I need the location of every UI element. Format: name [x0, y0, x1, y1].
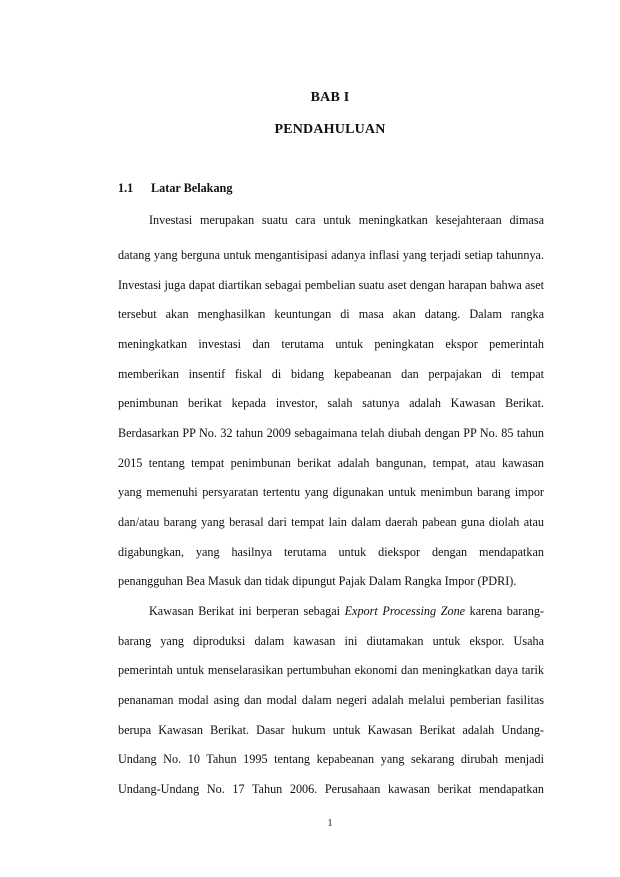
section-number: 1.1 [118, 181, 134, 195]
text-run: Kawasan Berikat ini berperan sebagai [149, 604, 345, 618]
paragraph-line: berupa Kawasan Berikat. Dasar hukum untuk Kawasan Berikat adalah Undang- [118, 723, 544, 737]
chapter-number: BAB I [310, 90, 350, 105]
paragraph-line: pemerintah untuk menselarasikan pertumbuhan ekonomi dan meningkatkan daya tarik [118, 663, 544, 677]
paragraph-line: datang yang berguna untuk mengantisipasi adanya inflasi yang terjadi setiap tahunnya. [118, 248, 544, 262]
text-run: karena barang- [465, 604, 544, 618]
section-title: Latar Belakang [151, 181, 233, 195]
paragraph-line: 2015 tentang tempat penimbunan berikat adalah bangunan, tempat, atau kawasan [118, 456, 544, 470]
paragraph-line: digabungkan, yang hasilnya terutama untuk diekspor dengan mendapatkan [118, 545, 544, 559]
paragraph-line: yang memenuhi persyaratan tertentu yang digunakan untuk menimbun barang impor [118, 485, 544, 499]
paragraph-line [149, 603, 544, 619]
paragraph-line: tersebut akan menghasilkan keuntungan di masa akan datang. Dalam rangka [118, 307, 544, 321]
paragraph-line: memberikan insentif fiskal di bidang kepabeanan dan perpajakan di tempat [118, 367, 544, 381]
chapter-title: PENDAHULUAN [274, 122, 386, 137]
paragraph-line: dan/atau barang yang berasal dari tempat lain dalam daerah pabean guna diolah atau [118, 515, 544, 529]
paragraph-line: penanaman modal asing dan modal dalam negeri adalah melalui pemberian fasilitas [118, 693, 544, 707]
section-heading [118, 181, 232, 196]
paragraph-line: meningkatkan investasi dan terutama untuk peningkatan ekspor pemerintah [118, 337, 544, 351]
paragraph-line: Undang No. 10 Tahun 1995 tentang kepabeanan yang sekarang dirubah menjadi [118, 752, 544, 766]
paragraph-line: Investasi juga dapat diartikan sebagai pembelian suatu aset dengan harapan bahwa aset [118, 278, 544, 292]
paragraph-line: penimbunan berikat kepada investor, salah satunya adalah Kawasan Berikat. [118, 396, 544, 410]
paragraph-line: Undang-Undang No. 17 Tahun 2006. Perusahaan kawasan berikat mendapatkan [118, 782, 544, 796]
paragraph-line: Investasi merupakan suatu cara untuk meningkatkan kesejahteraan dimasa [149, 213, 544, 227]
paragraph-line: Berdasarkan PP No. 32 tahun 2009 sebagaimana telah diubah dengan PP No. 85 tahun [118, 426, 544, 440]
page-number: 1 [327, 818, 333, 829]
paragraph-line: penangguhan Bea Masuk dan tidak dipungut Pajak Dalam Rangka Impor (PDRI). [118, 574, 517, 588]
paragraph-line: barang yang diproduksi dalam kawasan ini diutamakan untuk ekspor. Usaha [118, 634, 544, 648]
italic-term: Export Processing Zone [344, 604, 466, 618]
